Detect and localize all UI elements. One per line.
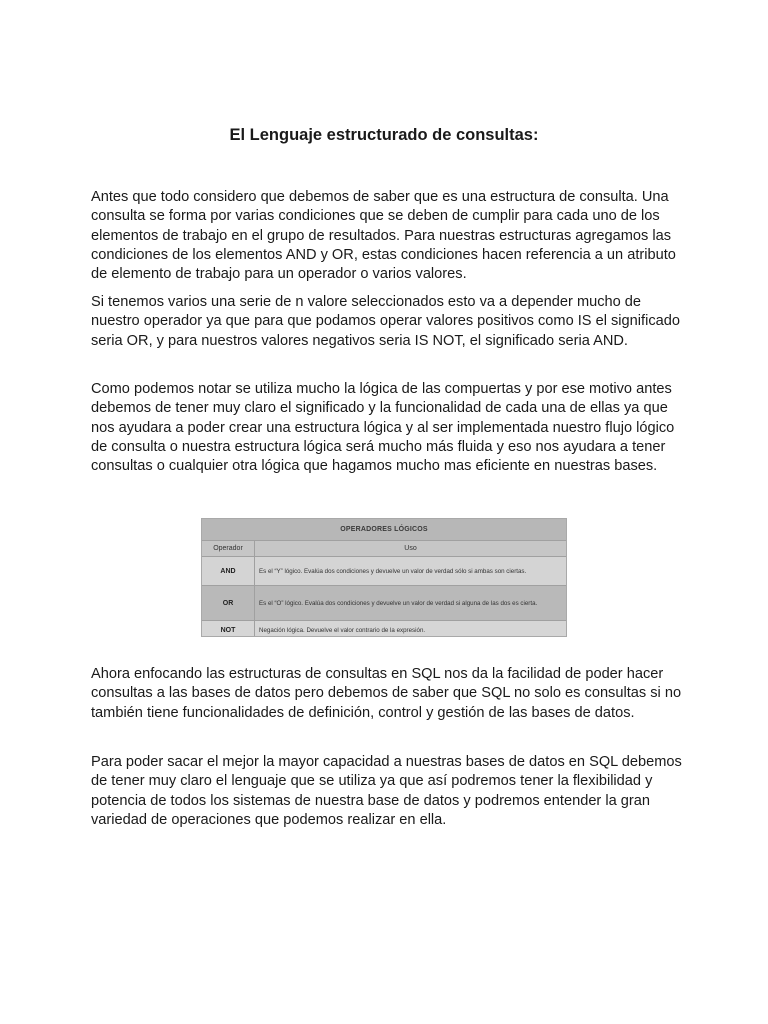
- use-cell: Es el “O” lógico. Evalúa dos condiciones y devuelve un valor de verdad si alguna de las dos es cierta.: [259, 599, 538, 607]
- operators-table-title: OPERADORES LÓGICOS: [202, 519, 566, 540]
- paragraph-sql: Ahora enfocando las estructuras de consultas en SQL nos da la facilidad de poder hacer consultas a las bases de datos pero debemos de saber que SQL no solo es consultas si no también tiene funcionalidades de definición, control y gestión de las bases de datos.: [91, 666, 682, 721]
- operator-cell: OR: [202, 586, 255, 620]
- table-row: [202, 620, 566, 637]
- table-row: [202, 556, 566, 585]
- document-title: El Lenguaje estructurado de consultas:: [229, 126, 539, 144]
- operators-table-image: [201, 518, 567, 637]
- operator-cell: AND: [202, 557, 255, 585]
- paragraph-intro: Antes que todo considero que debemos de saber que es una estructura de consulta. Una consulta se forma por varias condiciones que se deben de cumplir para cada uno de los elementos de trabajo en el grupo de resultados. Para nuestras estructuras agregamos las condiciones de los elementos AND y OR, estas condiciones hacen referencia a un atributo de elemento de trabajo para un operador o varios valores.: [91, 189, 676, 283]
- paragraph-logic-gates: Como podemos notar se utiliza mucho la lógica de las compuertas y por ese motivo antes debemos de tener muy claro el significado y la funcionalidad de cada una de ellas ya que nos ayudara a poder crear una estructura lógica y al ser implementada nuestro flujo lógico de consulta o nuestra estructura lógica será mucho más fluida y eso nos ayudara a tener consultas o cualquier otra lógica que hagamos mucho mas eficiente en nuestras bases.: [91, 381, 675, 475]
- paragraph-values: Si tenemos varios una serie de n valore seleccionados esto va a depender mucho de nuestro operador ya que para que podamos operar valores positivos como IS el significado seria OR, y para nuestros valores negativos seria IS NOT, el significado seria AND.: [91, 294, 680, 349]
- header-operator: Operador: [202, 541, 255, 556]
- operator-cell: NOT: [202, 621, 255, 637]
- table-row: [202, 585, 566, 620]
- header-use: Uso: [404, 545, 417, 552]
- use-cell: Negación lógica. Devuelve el valor contrario de la expresión.: [259, 626, 426, 634]
- use-cell: Es el “Y” lógico. Evalúa dos condiciones y devuelve un valor de verdad sólo si ambas son ciertas.: [259, 567, 527, 575]
- operators-table-header: [202, 540, 566, 556]
- paragraph-sql-capacity: Para poder sacar el mejor la mayor capacidad a nuestras bases de datos en SQL debemos de tener muy claro el lenguaje que se utiliza ya que así podremos tener la flexibilidad y potencia de todos los sistemas de nuestra base de datos y podremos entender la gran variedad de operaciones que podemos realizar en ella.: [91, 754, 682, 828]
